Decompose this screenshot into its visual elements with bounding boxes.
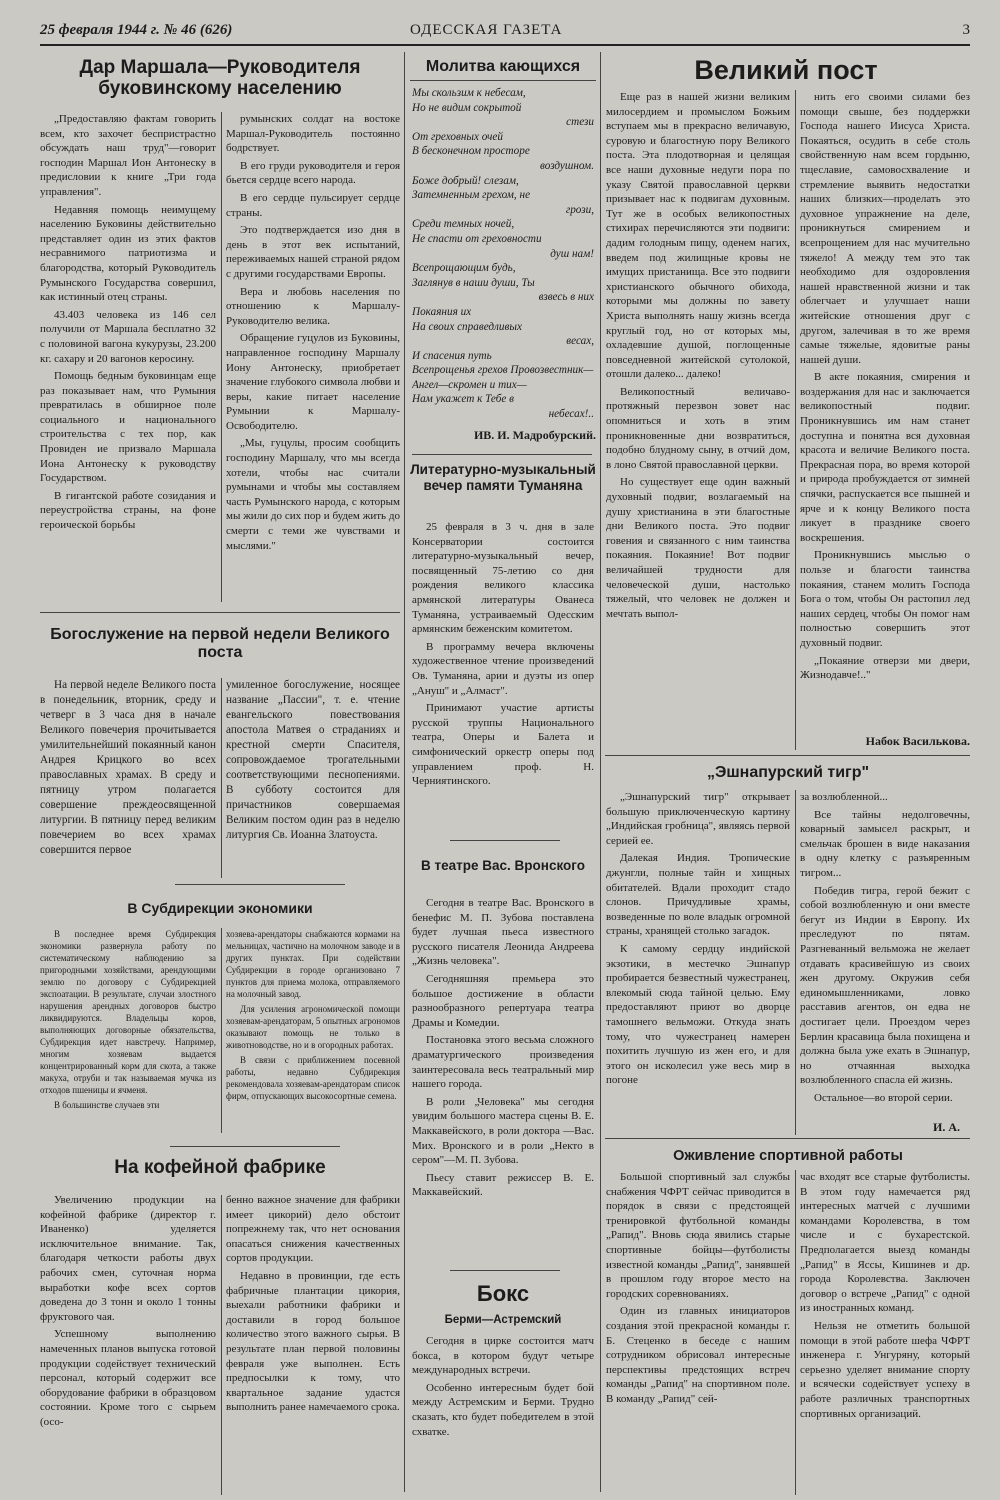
paragraph: Сегодня в цирке состоится матч бокса, в котором будут четыре международных встречи. (412, 1335, 594, 1377)
article-boks (412, 1334, 594, 1494)
article-post-col1 (606, 90, 790, 750)
headline-kofe: На кофейной фабрике (114, 1158, 326, 1178)
paragraph: „Покаяние отверзи ми двери, Жизнодавче!.." (800, 654, 970, 682)
poem-molitva (412, 86, 594, 426)
paragraph: Особенно интересным будет бой между Астремским и Берми. Трудно сказать, кто будет победителем в этой схватке. (412, 1381, 594, 1438)
paragraph: хозяева-арендаторы снабжаются кормами на мельницах, частично на молочном заводе и в других пунктах. При содействии Субдирекции в городе организовано 7 пунктов для приема молока, отправляемого на молочный завод. (226, 929, 400, 999)
paragraph: Сегодня в театре Вас. Вронского в бенефис М. П. Зубова поставлена будет лучшая пьеса известного русского писателя Леонида Андреева „Жизнь человека". (412, 897, 594, 968)
paragraph: Помощь бедным буковинцам еще раз показывает нам, что Румыния превратилась в обширное поле социального и национального строительства с тех пор, как Провиден ие призвало Маршала Иона Антонеску к руководству Государством. (40, 370, 216, 485)
paragraph: Большой спортивный зал службы снабжения ЧФРТ сейчас приводится в порядок в связи с предстоящей тренировкой футбольной команды „Рапид". Вновь сюда явились старые спортивные бойцы—футболисты известной команды „Рапид", занявшей в прошлом году второе место на городских соревнованиях. (606, 1171, 790, 1300)
newspaper-title: ОДЕССКАЯ ГАЗЕТА (410, 22, 563, 38)
poem-line: В бесконечном просторе (412, 145, 530, 158)
paragraph: В программу вечера включены художественное чтение произведений Ов. Туманяна, арии и дуэты из опер „Ануш" и „Алмаст". (412, 640, 594, 697)
headline-teatr: В театре Вас. Вронского (421, 858, 585, 873)
boks-subtitle: Берми—Астремский (444, 1314, 562, 1326)
poem-line: Затемненным грехом, не (412, 189, 531, 202)
paragraph: „Эшнапурский тигр" открывает большую приключенческую картину „Индийская гробница", являясь первой серией ее. (606, 791, 790, 847)
poem-line: грози, (565, 203, 594, 216)
paragraph: „Мы, гуцулы, просим сообщить господину Маршалу, что мы всегда хотели, чтобы нас считали румынами и чтобы мы составляем часть Румынского народа, с которым мы жили до сих пор и будем жить до смерти с теми же чувствами и мыслями." (226, 437, 400, 552)
paragraph: Один из главных инициаторов создания этой прекрасной команды г. Б. Стеценко в беседе с нашим сотрудником обрисовал интересные перспективы предстоящих встреч команды „Рапид" на спортивном поле. В команду „Рапид" сей- (606, 1305, 790, 1405)
masthead (40, 22, 970, 46)
section-rule (170, 1146, 340, 1147)
headline-subdirekcia: В Субдирекции экономики (127, 900, 313, 916)
article-tumanyan (412, 520, 594, 840)
paragraph: К самому сердцу индийской экзотики, в местечко Эшнапур пробирается безвестный чужестранец, влекомый сюда тайной целью. Ему предоставляют приют во дворце тамошнего вельможи. Откуда знать тому, что чужестранец намерен похитить лучшую из жен его, и для этого он исколесил уже весь мир в погоне (606, 942, 790, 1087)
paragraph: Далекая Индия. Тропические джунгли, полные тайн и хищных обитателей. Вдали проходит стадо слонов. Причудливые храмы, возведенные по воле владык огромной страны, хранящей столько загадок. (606, 852, 790, 938)
tigr-author: И. А. (933, 1120, 960, 1134)
section-rule (40, 612, 400, 613)
paragraph: Сегодняшняя премьера это большое достижение в области разнообразного репертуара театра Драмы и Комедии. (412, 972, 594, 1029)
paragraph: На первой неделе Великого поста в понедельник, вторник, среду и четверг в 3 часа дня в начале Великого повечерия прочитывается умилительнейший покаянный канон Андрея Крицкого во всех православных храмах. В среду и пятницу утром полагается совершение преждеосвященной литургии. В пятницу перед великим повечерием во всех храмах совершится первое (40, 679, 216, 856)
article-kofe-col2 (226, 1193, 400, 1495)
column-rule (795, 90, 796, 750)
paragraph: умиленное богослужение, носящее название „Пассии", т. е. чтение евангельского повествования апостола Матвея о страданиях и крестной смерти Спасителя, сопровождаемое трогательными соответствующими песнопениями. В субботу состоится для причастников совершаемая Великим постом один раз в неделю литургия Св. Иоанна Златоуста. (226, 679, 400, 841)
section-rule (175, 884, 345, 885)
paragraph: Недавняя помощь неимущему населению Буковины действительно представляет один из этих фактов несравнимого патриотизма и благородства, который Руководитель Румынского Государства совершил, как истинный отец страны. (40, 203, 216, 304)
paragraph: час входят все старые футболисты. В этом году намечается ряд интересных матчей с лучшими командами Королевства, в том числе и с бухарестской. Предполагается выезд команды „Рапид" в Яссы, Кишинев и др. города Королевства. Заключен договор о встрече „Рапид" с одной из иностранных команд. (800, 1171, 970, 1315)
issue-date: 25 февраля 1944 г. № 46 (626) (40, 22, 233, 38)
column-rule (795, 1170, 796, 1495)
paragraph: за возлюбленной... (800, 791, 888, 803)
paragraph: Вера и любовь населения по отношению к Маршалу-Руководителю велика. (226, 285, 400, 327)
paragraph: Проникнувшись мыслью о пользе и благости таинства покаяния, станем молить Господа Бога о том, чтобы Он растопил лед наших сердец, чтобы Он помог нам полностью совершить этот духовный подвиг. (800, 549, 970, 649)
poem-line: Заглянув в наши души, Ты (412, 276, 535, 289)
paragraph: Постановка этого весьма сложного драматургического произведения заинтересовала весь театральный мир нашего города. (412, 1034, 594, 1091)
paragraph: 25 февраля в 3 ч. дня в зале Консерватории состоится литературно-музыкальный вечер, посвященный 75-летию со дня рождения великого классика армянской литературы Ованеса Туманяна, устраиваемый Одесским армянским беженским комитетом. (412, 521, 594, 636)
column-rule (404, 52, 405, 1492)
paragraph: Победив тигра, герой бежит с собой возлюбленную и они вместе бегут из Индии в Европу. Их преследуют по пятам. Разгневанный вельможа не желает отдавать красивейшую из своих жен другому. Окружив себя единомышленниками, ловко расставив агентов, он едва не достигает цели. Проездом через Берлин красавица была похищена и должна была уже ехать в Эшнапур, но отчаянная выходка возлюбленного спасла ей жизнь. (800, 884, 970, 1087)
section-rule (450, 1270, 560, 1271)
poem-line: взвесь в них (538, 291, 594, 304)
paragraph: В гигантской работе созидания и переустройства страны, на фоне героической борьбы (40, 489, 216, 532)
article-sport-col1 (606, 1170, 790, 1495)
headline-tumanyan: Литературно-музыкальный вечер памяти Туманяна (410, 462, 596, 493)
poem-line: весах, (566, 335, 594, 348)
paragraph: 43.403 человека из 146 сел получили от Маршала бесплатно 32 с половиной вагона кукурузы, 23.200 кг. сахару и 20 вагонов керосину. (40, 308, 216, 365)
poem-line: Мы скользим к небесам, (412, 87, 526, 99)
column-rule (795, 790, 796, 1135)
section-rule (605, 1138, 970, 1139)
paragraph: Успешному выполнению намеченных планов выпуска готовой продукции содействует технический персонал, который содержит все оборудование фабрики в образцовом состоянии. Кроме того с сырьем (осо- (40, 1328, 216, 1428)
poem-line: Но не видим сокрытой (412, 101, 522, 114)
paragraph: Еще раз в нашей жизни великим милосердием и промыслом Божьим вступаем мы в прекрасно величавую, суровую и благостную пору Великого поста. Эта плодотворная и целящая все наши духовные недуги пора по указу Святой православной церкви призывает нас к подвигам духовным. Тут же в особых великопостных стихирах перечисляются эти подвиги: дадим голодным пищу, оденем нагих, введем под жилищные кровы не имущих пристанища. Все это подвиги христианского обычного обихода, которыми мы должны по завету Христа выполнять нашу жизнь всегда круглый год, но от которых мы, охладевшие душой, поглощенные повседневной житейской сутолокой, отошли далеко... далеко! (606, 91, 790, 381)
column-rule (221, 678, 222, 878)
column-rule (600, 52, 601, 1492)
article-sport-col2 (800, 1170, 970, 1495)
paragraph: Для усиления агрономической помощи хозяевам-арендаторам, 5 опытных агрономов оказывают помощь не только в животноводстве, но и в огородных работах. (226, 1004, 400, 1050)
column-rule (221, 112, 222, 602)
paragraph: Но существует еще один важный духовный подвиг, возлагаемый на душу христианина в эти благостные дни Великого поста. Это подвиг говения и связанного с ним таинства покаяния. Покаяние! Вот подвиг величайшей трудности для человеческой души, настолько тяжелый, что человек не должен и мечтать выпол- (606, 476, 790, 620)
paragraph: Принимают участие артисты русской труппы Национального театра, Оперы и Балета и симфонический оркестр оперы под управлением проф. Н. Черниятинского. (412, 702, 594, 788)
paragraph: румынских солдат на востоке Маршал-Руководитель постоянно бодрствует. (226, 113, 400, 155)
poem-line: Всепрощающим будь, (412, 262, 516, 275)
headline-molitva: Молитва кающихся (410, 58, 596, 81)
paragraph: Обращение гуцулов из Буковины, направленное господину Маршалу Иону Антонеску, приобретает значение глубокого символа любви и веры, какие питает население Румынии к Маршалу-Освободителю. (226, 332, 400, 432)
poem-line: Не спасти от греховности (412, 232, 542, 245)
paragraph: Великопостный величаво-протяжный перезвон зовет нас опомниться и хоть в этим проникновенные дни возвратиться, подобно блудному сыну, в отчий дом, в лоно Святой православной церкви. (606, 385, 790, 471)
paragraph: В акте покаяния, смирения и воздержания для нас и заключается великопостный подвиг. Проникнувшись им нам станет доступна и понятна вся духовная красота и величие Великого поста. Прекрасная пора, во время которой и природа пробуждается от зимней спячки, распускается все пышней и ярче и к концу Великого поста ликует в празднике своего воскрешения. (800, 371, 970, 544)
paragraph: Остальное—во второй серии. (814, 1091, 953, 1104)
paragraph: Пьесу ставит режиссер В. Е. Маккавейский. (412, 1171, 594, 1199)
article-bogosluzhenie-col2 (226, 678, 400, 878)
poem-line: Покаяния их (412, 305, 472, 318)
headline-tigr: „Эшнапурский тигр" (706, 764, 870, 781)
article-subdirekcia-col2 (226, 928, 400, 1133)
column-rule (221, 928, 222, 1133)
article-tigr-col2 (800, 790, 970, 1120)
article-kofe-col1 (40, 1193, 216, 1495)
paragraph: В его груди руководителя и героя бьется сердце всего народа. (226, 159, 400, 187)
headline-bogosluzhenie: Богослужение на первой недели Великого поста (50, 626, 390, 662)
poem-line: Боже добрый! слезам, (412, 174, 519, 187)
article-bogosluzhenie-col1 (40, 678, 216, 878)
poem-line: душ нам! (550, 247, 594, 260)
paragraph: Недавно в провинции, где есть фабричные плантации цикория, выехали работники фабрики и доставили в город большое количество этого важного сырья. В результате план первой половины февраля уже выполнен. Есть предпосылки к тому, что квартальное задание удастся выполнить ранее намечаемого срока. (226, 1269, 400, 1414)
article-tigr-col1 (606, 790, 790, 1135)
poem-author: ИВ. И. Мадробурский. (473, 428, 596, 442)
paragraph: В роли „Человека" мы сегодня увидим большого мастера сцены В. Е. Маккавейского, в роли доктора —Вас. Мих. Вронского и в роли „Некто в сером"—М. П. Зубова. (412, 1095, 594, 1167)
poem-line: Среди темных ночей, (412, 218, 515, 231)
article-post-col2 (800, 90, 970, 730)
headline-boks: Бокс (476, 1282, 530, 1306)
article-teatr (412, 896, 594, 1266)
paragraph: В его сердце пульсирует сердце страны. (226, 191, 400, 219)
poem-line: От греховных очей (412, 130, 503, 143)
paragraph: „Предоставляю фактам говорить всем, кто захочет беспристрастно обсуждать наш труд"—говорит господин Маршал Ион Антонеску в предисловии к книге „Три года управления". (40, 113, 216, 198)
column-rule (221, 1195, 222, 1495)
poem-line: Ангел—скромен и тих— (412, 378, 527, 391)
poem-line: стези (566, 116, 594, 129)
page-number: 3 (962, 22, 970, 38)
paragraph: бенно важное значение для фабрики имеет цикорий) дело обстоит попрежнему так, что нет основания опасаться снижения качественных сортов продукции. (226, 1194, 400, 1265)
paragraph: Это подтверждается изо дня в день в этот век испытаний, переживаемых нашей страной рядом с другими государствами Европы. (226, 224, 400, 280)
poem-line: небесах!.. (548, 408, 594, 421)
article-subdirekcia-col1 (40, 928, 216, 1133)
paragraph: В последнее время Субдирекция экономики развернула работу по систематическому наблюдению за пригородными хозяйствами, арендующими землю по договору с Субдирекцией экспоатации. В результате, случаи злостного нарушения арендных договоров быстро ликвидируются. Владельцы коров, выполняющих договорные обязательства, Субдирекция идет навстречу. Например, многим хозяевам выдается концентрированный корм для скота, а также макуха, отруби и так называемая мучка из отходов пшеницы и ячменя. (40, 929, 216, 1095)
poem-line: И спасения путь (412, 349, 492, 362)
paragraph: В связи с приближением посевной работы, недавно Субдирекция рекомендовала хозяевам-арендаторам список фирм, отпускающих высокосортные семена. (226, 1055, 400, 1101)
article-dar-col1 (40, 112, 216, 602)
poem-line: Нам укажет к Тебе в (412, 393, 514, 406)
headline-dar: Дар Маршала—Руководителя буковинскому населению (79, 58, 361, 99)
paragraph: В большинстве случаев эти (54, 1100, 160, 1110)
section-rule (605, 755, 970, 756)
poem-line: воздушном. (540, 159, 594, 172)
headline-post: Великий пост (694, 56, 878, 85)
section-rule (412, 454, 592, 455)
paragraph: Увеличению продукции на кофейной фабрике (директор г. Иваненко) уделяется исключительное внимание. Так, благодаря четкости работы двух рабочих смен, суточная норма выработки кофе всех сортов доведена до 3 тонн и около 1 тонны фруктового чая. (40, 1194, 216, 1323)
poem-line: Всепрощенья грехов Провозвестник— (412, 364, 594, 377)
post-author: Набок Василькова. (865, 734, 970, 748)
paragraph: Нельзя не отметить большой помощи в этой работе шефа ЧФРТ инженера г. Унгуряну, который серьезно уделяет внимание спорту и всячески содействует успеху в работе различных транспортных спортивных организаций. (800, 1319, 970, 1420)
poem-line: На своих справедливых (412, 320, 522, 333)
headline-sport: Оживление спортивной работы (673, 1148, 903, 1164)
paragraph: Все тайны недолговечны, коварный замысел раскрыт, и смельчак брошен в виде наказания в одну клетку с разъяренным тигром... (800, 808, 970, 879)
paragraph: нить его своими силами без помощи свыше, без поддержки Господа нашего Иисуса Христа. Покаяться, осудить в себе столь свойственную нам всем гордыню, тщеславие, самовосхваление и стремление выявить недостатки наших близких—проделать это духовное упражнение на деле, проникнуться смирением и всепрощением для нас мучительно тяжело! А между тем это так необходимо для оздоровления нашей нравственной жизни и так облегчает и улучшает наши житейские отношения друг с другом, залечивая в то же время самые тяжелые, ядовитые раны нашей души. (800, 91, 970, 366)
section-rule (450, 840, 560, 841)
article-dar-col2 (226, 112, 400, 602)
